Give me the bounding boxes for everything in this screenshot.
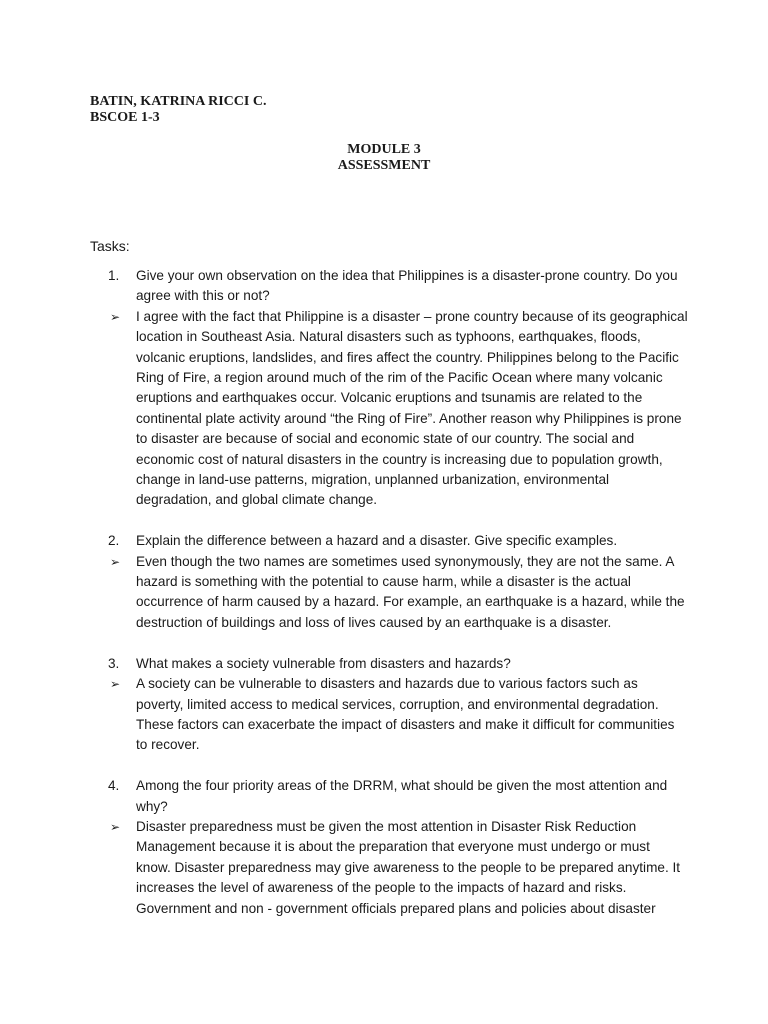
item-number: 2. bbox=[108, 533, 120, 549]
question-row bbox=[108, 654, 688, 674]
answer-text: A society can be vulnerable to disasters and hazards due to various factors such as poverty, limited access to medical services, corruption, and environmental degradation. These factors can exacerbate the impact of disasters and make it difficult for communities to recover. bbox=[136, 676, 675, 753]
answer-row bbox=[108, 307, 688, 511]
item-number: 1. bbox=[108, 268, 120, 283]
item-number: 3. bbox=[108, 655, 120, 671]
student-info bbox=[90, 94, 266, 126]
answer-text: I agree with the fact that Philippine is a disaster – prone country because of its geographical location in Southeast Asia. Natural disasters such as typhoons, earthquakes, floods, volcanic eruptions, landslides, and fires affect the country. Philippines belong to the Pacific Ring of Fire, a region around much of the rim of the Pacific Ocean where many volcanic eruptions and earthquakes occur. Volcanic eruptions and tsunamis are related to the continental plate activity around “the Ring of Fire”. Another reason why Philippines is prone to disaster are because of social and economic state of our country. The social and economic cost of natural disasters in the country is increasing due to population growth, change in land-use patterns, migration, unplanned urbanization, environmental degradation, and global climate change. bbox=[136, 308, 688, 508]
arrow-bullet-icon: ➢ bbox=[110, 554, 121, 569]
question-text: Among the four priority areas of the DRRM, what should be given the most attention and why? bbox=[136, 778, 668, 814]
arrow-bullet-icon: ➢ bbox=[110, 677, 121, 692]
arrow-bullet-icon: ➢ bbox=[110, 309, 121, 324]
answer-row bbox=[108, 817, 688, 919]
task-item-2 bbox=[108, 531, 688, 633]
module-label: MODULE 3 bbox=[347, 142, 421, 157]
task-item-3 bbox=[108, 654, 688, 756]
question-row bbox=[108, 776, 688, 817]
document-heading bbox=[0, 142, 768, 174]
task-item-1 bbox=[108, 266, 688, 511]
answer-text: Even though the two names are sometimes used synonymously, they are not the same. A hazard is something with the potential to cause harm, while a disaster is the actual occurrence of harm caused by a hazard. For example, an earthquake is a hazard, while the destruction of buildings and loss of lives caused by an earthquake is a disaster. bbox=[136, 553, 685, 630]
item-number: 4. bbox=[108, 778, 120, 794]
student-section: BSCOE 1-3 bbox=[90, 110, 160, 125]
student-name: BATIN, KATRINA RICCI C. bbox=[90, 94, 267, 109]
assessment-title: ASSESSMENT bbox=[337, 158, 431, 173]
answer-row bbox=[108, 674, 688, 756]
arrow-bullet-icon: ➢ bbox=[110, 819, 121, 834]
task-item-4 bbox=[108, 776, 688, 919]
question-row bbox=[108, 266, 688, 307]
task-list bbox=[108, 266, 688, 919]
question-row bbox=[108, 531, 688, 551]
question-text: What makes a society vulnerable from disasters and hazards? bbox=[136, 655, 511, 671]
answer-text: Disaster preparedness must be given the most attention in Disaster Risk Reduction Management because it is about the preparation that everyone must undergo or must know. Disaster preparedness may give awareness to the people to be prepared anytime. It increases the level of awareness of the people to the impacts of hazard and risks. Government and non - government officials prepared plans and policies about disaster bbox=[136, 818, 681, 916]
question-text: Give your own observation on the idea that Philippines is a disaster-prone country. Do you agree with this or not? bbox=[136, 268, 678, 304]
answer-row bbox=[108, 552, 688, 634]
tasks-label: Tasks: bbox=[90, 238, 130, 254]
question-text: Explain the difference between a hazard and a disaster. Give specific examples. bbox=[136, 533, 618, 549]
